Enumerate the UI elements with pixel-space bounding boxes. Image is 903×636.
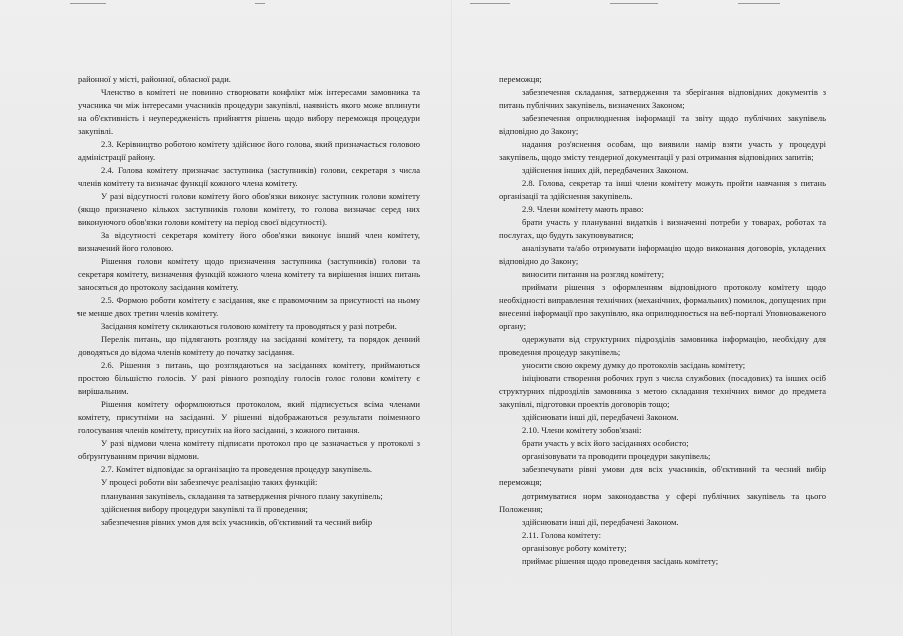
paragraph: забезпечувати рівні умови для всіх учасників, об'єктивний та чесний вибір переможця;	[499, 464, 826, 488]
paragraph: аналізувати та/або отримувати інформацію щодо виконання договорів, укладених відповідно до Закону;	[499, 243, 826, 267]
paragraph: планування закупівель, складання та затвердження річного плану закупівель;	[101, 490, 383, 501]
paragraph: дотримуватися норм законодавства у сфері публічних закупівель та цього Положення;	[499, 490, 826, 514]
paragraph: одержувати від структурних підрозділів замовника інформацію, необхідну для проведення процедур закупівель;	[499, 334, 826, 358]
paragraph: За відсутності секретаря комітету його обов'язки виконує інший член комітету, визначений його головою.	[78, 230, 420, 254]
paragraph: виносити питання на розгляд комітету;	[522, 269, 664, 280]
paragraph: здійснення вибору процедури закупівлі та її проведення;	[101, 503, 308, 514]
paragraph: 2.7. Комітет відповідає за організацію та проведення процедур закупівель.	[101, 464, 373, 475]
paragraph: У разі відмови члена комітету підписати протокол про це зазначається у протоколі з обґрунтуванням причин відмови.	[78, 438, 420, 462]
top-edge-mark	[738, 3, 780, 4]
paragraph: 2.11. Голова комітету:	[522, 529, 601, 540]
paragraph: 2.4. Голова комітету призначає заступника (заступників) голови, секретаря з числа членів комітету та визначає функції кожного члена комітету.	[78, 165, 420, 189]
paragraph: приймає рішення щодо проведення засідань комітету;	[522, 555, 719, 566]
paragraph: надання роз'яснення особам, що виявили намір взяти участь у процедурі закупівель, щодо змісту тендерної документації у разі отримання відповідних запитів;	[499, 139, 826, 163]
left-text-column	[78, 73, 420, 529]
paragraph: організовує роботу комітету;	[522, 542, 627, 553]
paragraph: 2.10. Члени комітету зобов'язані:	[522, 425, 642, 436]
paragraph: У разі відсутності голови комітету його обов'язки виконує заступник голови комітету (якщо призначено кількох заступників голови комітету, то голова визначає серед них виконуючого обов'язки голови комітету на період своєї відсутності).	[78, 191, 420, 228]
paragraph: 2.3. Керівництво роботою комітету здійснює його голова, який призначається головою адміністрації району.	[78, 139, 420, 163]
paragraph: брати участь у всіх його засіданнях особисто;	[522, 438, 689, 449]
paragraph: організовувати та проводити процедури закупівель;	[522, 451, 711, 462]
paragraph: 2.6. Рішення з питань, що розглядаються на засіданнях комітету, приймаються простою більшістю голосів. У разі рівного розподілу голосів голос голови комітету є вирішальним.	[78, 360, 420, 397]
paragraph: приймати рішення з оформленням відповідного протоколу комітету щодо необхідності виправлення технічних (механічних, формальних) помилок, допущених при внесенні інформації про закупівлю, яка оприлюднюється на веб-порталі Уповноваженого органу;	[499, 282, 826, 332]
paragraph: здійснення інших дій, передбачених Законом.	[522, 165, 689, 176]
paragraph: забезпечення складання, затвердження та зберігання відповідних документів з питань публічних закупівель, визначених Законом;	[499, 87, 826, 111]
paragraph: 2.5. Формою роботи комітету є засідання, яке є правомочним за присутності на ньому не менше двох третин членів комітету.	[78, 295, 420, 319]
paragraph: забезпечення оприлюднення інформації та звіту щодо публічних закупівель відповідно до Закону;	[499, 113, 826, 137]
paragraph: уносити свою окрему думку до протоколів засідань комітету;	[522, 360, 746, 371]
paragraph: 2.8. Голова, секретар та інші члени комітету можуть пройти навчання з питань організації та здійснення закупівель.	[499, 178, 826, 202]
paragraph: переможця;	[499, 74, 542, 84]
paragraph: ініціювати створення робочих груп з числа службових (посадових) та інших осіб структурних підрозділів замовника з метою складання технічних вимог до предмета закупівлі, підготовки проектів договорів тощо;	[499, 373, 826, 410]
top-edge-mark	[470, 3, 510, 4]
top-edge-mark	[255, 3, 265, 4]
paragraph: брати участь у плануванні видатків і визначенні потреби у товарах, роботах та послугах, що будуть закуповуватися;	[499, 217, 826, 241]
paragraph: Рішення комітету оформлюються протоколом, який підписується всіма членами комітету, присутніми на засіданні. У рішенні відображаються результати поіменного голосування членів комітету, присутніх на його засіданні, з кожного питання.	[78, 399, 420, 436]
paragraph: районної у місті, районної, обласної ради.	[78, 74, 231, 84]
top-edge-mark	[610, 3, 658, 4]
paragraph: здійснювати інші дії, передбачені Законом.	[522, 516, 679, 527]
paragraph: У процесі роботи він забезпечує реалізацію таких функцій:	[101, 477, 318, 488]
top-edge-mark	[70, 3, 106, 4]
paragraph: Рішення голови комітету щодо призначення заступника (заступників) голови та секретаря комітету, визначення функцій кожного члена комітету та вирішення інших питань заносяться до протоколу засідання комітету.	[78, 256, 420, 293]
paragraph: 2.9. Члени комітету мають право:	[522, 204, 644, 215]
right-text-column	[499, 73, 826, 568]
paragraph: забезпечення рівних умов для всіх учасників, об'єктивний та чесний вибір	[101, 516, 373, 527]
page-fold-shadow	[451, 0, 452, 636]
paragraph: Членство в комітеті не повинно створювати конфлікт між інтересами замовника та учасника чи між інтересами учасників процедури закупівлі, наявність якого може вплинути на об'єктивність і неупередженість прийняття рішень щодо вибору переможця процедури закупівлі.	[78, 87, 420, 137]
paragraph: Засідання комітету скликаються головою комітету та проводяться у разі потреби.	[101, 321, 397, 332]
paragraph: Перелік питань, що підлягають розгляду на засіданні комітету, та порядок денний доводяться до відома членів комітету до початку засідання.	[78, 334, 420, 358]
paragraph: здійснювати інші дії, передбачені Законом.	[522, 412, 679, 423]
